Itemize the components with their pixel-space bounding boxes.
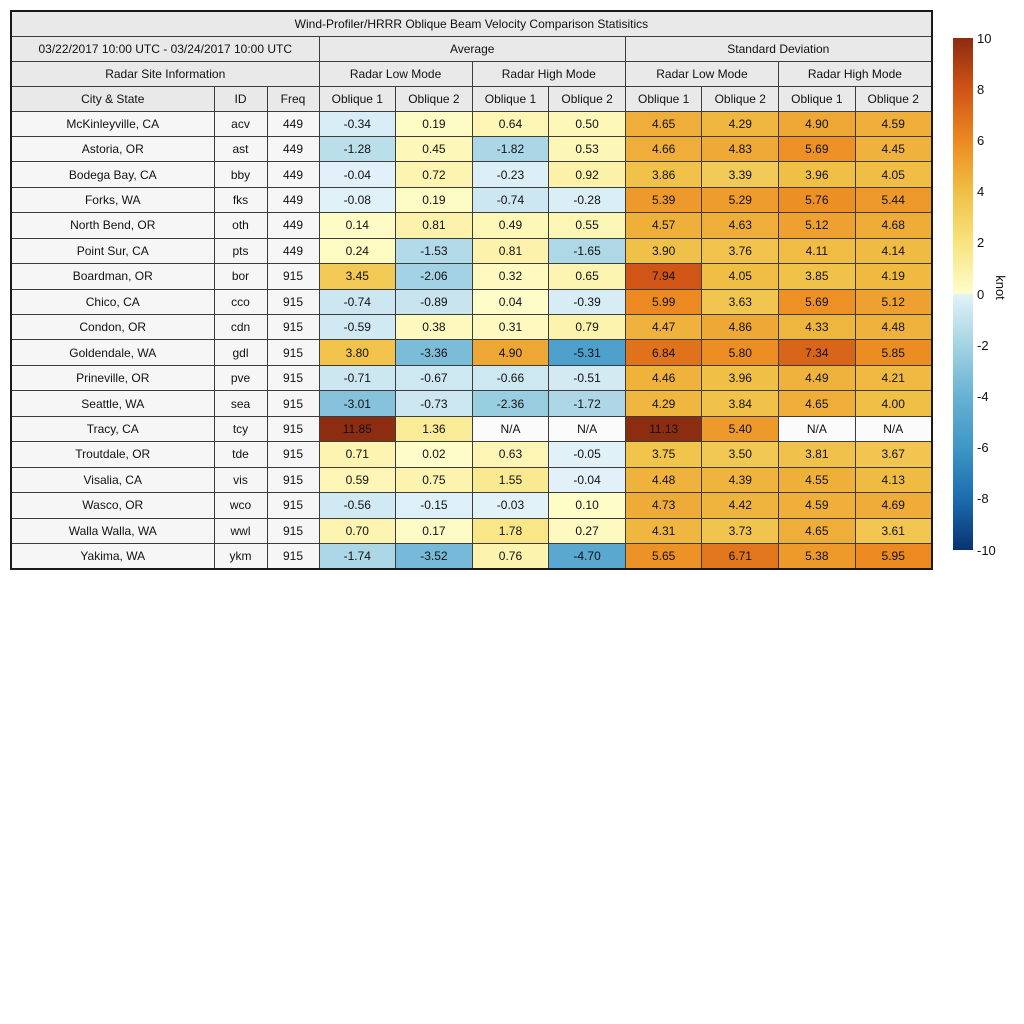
value-cell: -0.34 <box>319 111 396 136</box>
colorbar-tick-label: 0 <box>977 286 985 302</box>
value-cell: -0.67 <box>396 365 473 390</box>
site-id-cell: vis <box>214 467 267 492</box>
value-cell: -0.71 <box>319 365 396 390</box>
table-row <box>11 442 932 467</box>
city-cell: McKinleyville, CA <box>11 111 214 136</box>
value-cell: 6.84 <box>625 340 702 365</box>
value-cell: 0.71 <box>319 442 396 467</box>
value-cell: 0.24 <box>319 238 396 263</box>
mode-header-low-avg: Radar Low Mode <box>319 61 472 86</box>
value-cell: -1.28 <box>319 136 396 161</box>
value-cell: 3.63 <box>702 289 779 314</box>
value-cell: 0.64 <box>472 111 549 136</box>
value-cell: 5.95 <box>855 543 932 568</box>
colorbar-tick-label: 6 <box>977 132 985 148</box>
value-cell: 5.80 <box>702 340 779 365</box>
site-id-cell: sea <box>214 391 267 416</box>
value-cell: 4.11 <box>779 238 856 263</box>
table-row <box>11 187 932 212</box>
value-cell: 4.73 <box>625 493 702 518</box>
city-cell: Goldendale, WA <box>11 340 214 365</box>
value-cell: N/A <box>549 416 626 441</box>
table-row <box>11 315 932 340</box>
value-cell: 5.69 <box>779 289 856 314</box>
col-header-oblique2: Oblique 2 <box>549 86 626 111</box>
value-cell: 4.05 <box>855 162 932 187</box>
value-cell: 0.53 <box>549 136 626 161</box>
table-row <box>11 289 932 314</box>
freq-cell: 449 <box>267 213 319 238</box>
value-cell: 0.79 <box>549 315 626 340</box>
value-cell: -3.36 <box>396 340 473 365</box>
freq-cell: 915 <box>267 493 319 518</box>
colorbar-tick-label: 2 <box>977 235 985 251</box>
table-row <box>11 365 932 390</box>
value-cell: 0.04 <box>472 289 549 314</box>
value-cell: 4.69 <box>855 493 932 518</box>
site-id-cell: oth <box>214 213 267 238</box>
freq-cell: 915 <box>267 467 319 492</box>
value-cell: 3.45 <box>319 264 396 289</box>
title-row <box>11 11 932 36</box>
value-cell: 4.00 <box>855 391 932 416</box>
site-id-cell: bby <box>214 162 267 187</box>
value-cell: 4.55 <box>779 467 856 492</box>
col-header-oblique1: Oblique 1 <box>472 86 549 111</box>
value-cell: 4.48 <box>625 467 702 492</box>
mode-header-low-std: Radar Low Mode <box>625 61 778 86</box>
table-row <box>11 467 932 492</box>
city-cell: Wasco, OR <box>11 493 214 518</box>
value-cell: 4.33 <box>779 315 856 340</box>
value-cell: 4.48 <box>855 315 932 340</box>
site-id-cell: wco <box>214 493 267 518</box>
value-cell: 3.84 <box>702 391 779 416</box>
freq-cell: 915 <box>267 416 319 441</box>
value-cell: -5.31 <box>549 340 626 365</box>
value-cell: 4.83 <box>702 136 779 161</box>
city-cell: Yakima, WA <box>11 543 214 568</box>
freq-cell: 449 <box>267 136 319 161</box>
value-cell: 5.85 <box>855 340 932 365</box>
value-cell: 0.49 <box>472 213 549 238</box>
value-cell: 5.38 <box>779 543 856 568</box>
value-cell: 4.19 <box>855 264 932 289</box>
value-cell: 3.50 <box>702 442 779 467</box>
value-cell: -0.73 <box>396 391 473 416</box>
city-cell: Point Sur, CA <box>11 238 214 263</box>
mode-header-high-std: Radar High Mode <box>779 61 932 86</box>
site-id-cell: bor <box>214 264 267 289</box>
value-cell: 3.90 <box>625 238 702 263</box>
value-cell: 0.10 <box>549 493 626 518</box>
value-cell: 11.13 <box>625 416 702 441</box>
value-cell: 0.75 <box>396 467 473 492</box>
value-cell: 3.76 <box>702 238 779 263</box>
value-cell: 4.39 <box>702 467 779 492</box>
value-cell: 0.63 <box>472 442 549 467</box>
value-cell: -0.39 <box>549 289 626 314</box>
freq-cell: 449 <box>267 187 319 212</box>
value-cell: -0.04 <box>549 467 626 492</box>
value-cell: 0.55 <box>549 213 626 238</box>
value-cell: 4.46 <box>625 365 702 390</box>
colorbar-tick-label: -10 <box>977 542 996 558</box>
table-row <box>11 111 932 136</box>
table-row <box>11 264 932 289</box>
value-cell: 5.12 <box>779 213 856 238</box>
value-cell: -0.23 <box>472 162 549 187</box>
freq-cell: 915 <box>267 365 319 390</box>
value-cell: 4.65 <box>625 111 702 136</box>
value-cell: 0.31 <box>472 315 549 340</box>
value-cell: -2.06 <box>396 264 473 289</box>
table-row <box>11 162 932 187</box>
table-row <box>11 340 932 365</box>
colorbar-tick-label: 10 <box>977 30 992 46</box>
value-cell: 3.39 <box>702 162 779 187</box>
value-cell: 4.65 <box>779 518 856 543</box>
value-cell: -0.74 <box>319 289 396 314</box>
freq-cell: 915 <box>267 289 319 314</box>
value-cell: 3.85 <box>779 264 856 289</box>
city-cell: Seattle, WA <box>11 391 214 416</box>
value-cell: 3.80 <box>319 340 396 365</box>
value-cell: 3.86 <box>625 162 702 187</box>
table-row <box>11 238 932 263</box>
value-cell: 0.59 <box>319 467 396 492</box>
colorbar-unit-label: knot <box>992 275 1008 300</box>
col-header-oblique1: Oblique 1 <box>319 86 396 111</box>
value-cell: -1.65 <box>549 238 626 263</box>
value-cell: 5.40 <box>702 416 779 441</box>
value-cell: 4.66 <box>625 136 702 161</box>
group-header-row <box>11 36 932 61</box>
value-cell: 3.75 <box>625 442 702 467</box>
value-cell: 4.59 <box>779 493 856 518</box>
value-cell: 3.96 <box>702 365 779 390</box>
table-row <box>11 391 932 416</box>
value-cell: -0.03 <box>472 493 549 518</box>
value-cell: 11.85 <box>319 416 396 441</box>
value-cell: 6.71 <box>702 543 779 568</box>
value-cell: 4.29 <box>702 111 779 136</box>
table-title: Wind-Profiler/HRRR Oblique Beam Velocity Comparison Statisitics <box>11 11 932 36</box>
city-cell: Bodega Bay, CA <box>11 162 214 187</box>
value-cell: 1.55 <box>472 467 549 492</box>
value-cell: 5.12 <box>855 289 932 314</box>
statistics-table <box>10 10 933 570</box>
value-cell: 4.63 <box>702 213 779 238</box>
table-row <box>11 518 932 543</box>
freq-cell: 915 <box>267 340 319 365</box>
value-cell: 7.94 <box>625 264 702 289</box>
value-cell: 5.76 <box>779 187 856 212</box>
value-cell: -0.56 <box>319 493 396 518</box>
site-id-cell: pts <box>214 238 267 263</box>
col-header-oblique2: Oblique 2 <box>396 86 473 111</box>
col-header-id: ID <box>214 86 267 111</box>
col-header-oblique1: Oblique 1 <box>779 86 856 111</box>
site-id-cell: acv <box>214 111 267 136</box>
colorbar-gradient <box>953 38 973 550</box>
value-cell: 0.19 <box>396 111 473 136</box>
mode-header-high-avg: Radar High Mode <box>472 61 625 86</box>
col-header-freq: Freq <box>267 86 319 111</box>
table-row <box>11 213 932 238</box>
value-cell: 5.69 <box>779 136 856 161</box>
col-header-oblique2: Oblique 2 <box>702 86 779 111</box>
value-cell: 4.90 <box>472 340 549 365</box>
value-cell: 4.29 <box>625 391 702 416</box>
site-id-cell: cco <box>214 289 267 314</box>
value-cell: 0.32 <box>472 264 549 289</box>
value-cell: -0.08 <box>319 187 396 212</box>
value-cell: 3.81 <box>779 442 856 467</box>
value-cell: -0.04 <box>319 162 396 187</box>
site-id-cell: tde <box>214 442 267 467</box>
value-cell: -0.66 <box>472 365 549 390</box>
city-cell: Troutdale, OR <box>11 442 214 467</box>
value-cell: 0.14 <box>319 213 396 238</box>
value-cell: 0.81 <box>396 213 473 238</box>
value-cell: 0.81 <box>472 238 549 263</box>
freq-cell: 915 <box>267 518 319 543</box>
colorbar-tick-label: 8 <box>977 81 985 97</box>
city-cell: Prineville, OR <box>11 365 214 390</box>
value-cell: 3.73 <box>702 518 779 543</box>
colorbar-tick-label: 4 <box>977 184 985 200</box>
colorbar-tick-label: -8 <box>977 491 989 507</box>
freq-cell: 449 <box>267 111 319 136</box>
table-row <box>11 543 932 568</box>
value-cell: 4.47 <box>625 315 702 340</box>
value-cell: 5.39 <box>625 187 702 212</box>
value-cell: -0.15 <box>396 493 473 518</box>
site-id-cell: pve <box>214 365 267 390</box>
value-cell: 0.17 <box>396 518 473 543</box>
value-cell: 4.57 <box>625 213 702 238</box>
colorbar-tick-label: -6 <box>977 440 989 456</box>
colorbar-tick-label: -2 <box>977 337 989 353</box>
value-cell: 0.70 <box>319 518 396 543</box>
value-cell: -1.72 <box>549 391 626 416</box>
city-cell: North Bend, OR <box>11 213 214 238</box>
value-cell: -2.36 <box>472 391 549 416</box>
freq-cell: 915 <box>267 264 319 289</box>
city-cell: Forks, WA <box>11 187 214 212</box>
site-id-cell: ast <box>214 136 267 161</box>
value-cell: 4.86 <box>702 315 779 340</box>
value-cell: N/A <box>779 416 856 441</box>
value-cell: -0.59 <box>319 315 396 340</box>
city-cell: Astoria, OR <box>11 136 214 161</box>
value-cell: 4.42 <box>702 493 779 518</box>
freq-cell: 915 <box>267 315 319 340</box>
value-cell: 1.36 <box>396 416 473 441</box>
value-cell: 4.59 <box>855 111 932 136</box>
site-info-header: Radar Site Information <box>11 61 319 86</box>
value-cell: -3.01 <box>319 391 396 416</box>
value-cell: N/A <box>855 416 932 441</box>
city-cell: Chico, CA <box>11 289 214 314</box>
freq-cell: 915 <box>267 391 319 416</box>
freq-cell: 915 <box>267 442 319 467</box>
value-cell: 5.99 <box>625 289 702 314</box>
value-cell: 7.34 <box>779 340 856 365</box>
value-cell: 0.72 <box>396 162 473 187</box>
group-header-std-deviation: Standard Deviation <box>625 36 931 61</box>
group-header-average: Average <box>319 36 625 61</box>
freq-cell: 449 <box>267 238 319 263</box>
site-id-cell: wwl <box>214 518 267 543</box>
value-cell: 0.19 <box>396 187 473 212</box>
value-cell: -4.70 <box>549 543 626 568</box>
value-cell: -0.28 <box>549 187 626 212</box>
value-cell: 1.78 <box>472 518 549 543</box>
value-cell: 4.90 <box>779 111 856 136</box>
col-header-oblique2: Oblique 2 <box>855 86 932 111</box>
value-cell: -1.53 <box>396 238 473 263</box>
city-cell: Walla Walla, WA <box>11 518 214 543</box>
value-cell: 0.65 <box>549 264 626 289</box>
site-id-cell: gdl <box>214 340 267 365</box>
freq-cell: 915 <box>267 543 319 568</box>
freq-cell: 449 <box>267 162 319 187</box>
table-row <box>11 136 932 161</box>
value-cell: 3.61 <box>855 518 932 543</box>
city-cell: Boardman, OR <box>11 264 214 289</box>
site-id-cell: fks <box>214 187 267 212</box>
value-cell: -0.74 <box>472 187 549 212</box>
col-header-oblique1: Oblique 1 <box>625 86 702 111</box>
date-range: 03/22/2017 10:00 UTC - 03/24/2017 10:00 UTC <box>11 36 319 61</box>
value-cell: 0.27 <box>549 518 626 543</box>
value-cell: 3.67 <box>855 442 932 467</box>
site-id-cell: cdn <box>214 315 267 340</box>
mode-header-row <box>11 61 932 86</box>
column-header-row <box>11 86 932 111</box>
value-cell: 5.44 <box>855 187 932 212</box>
value-cell: 4.45 <box>855 136 932 161</box>
value-cell: 4.21 <box>855 365 932 390</box>
site-id-cell: tcy <box>214 416 267 441</box>
value-cell: 4.65 <box>779 391 856 416</box>
value-cell: 4.49 <box>779 365 856 390</box>
value-cell: N/A <box>472 416 549 441</box>
value-cell: 0.38 <box>396 315 473 340</box>
value-cell: 0.92 <box>549 162 626 187</box>
value-cell: 4.14 <box>855 238 932 263</box>
value-cell: 4.31 <box>625 518 702 543</box>
table-row <box>11 416 932 441</box>
colorbar-tick-label: -4 <box>977 388 989 404</box>
table-row <box>11 493 932 518</box>
city-cell: Tracy, CA <box>11 416 214 441</box>
city-cell: Condon, OR <box>11 315 214 340</box>
value-cell: -1.82 <box>472 136 549 161</box>
value-cell: 0.02 <box>396 442 473 467</box>
value-cell: -0.51 <box>549 365 626 390</box>
value-cell: 4.13 <box>855 467 932 492</box>
value-cell: -0.05 <box>549 442 626 467</box>
value-cell: -1.74 <box>319 543 396 568</box>
value-cell: 0.76 <box>472 543 549 568</box>
value-cell: 0.50 <box>549 111 626 136</box>
value-cell: 5.65 <box>625 543 702 568</box>
col-header-city: City & State <box>11 86 214 111</box>
site-id-cell: ykm <box>214 543 267 568</box>
value-cell: 3.96 <box>779 162 856 187</box>
value-cell: 0.45 <box>396 136 473 161</box>
value-cell: -3.52 <box>396 543 473 568</box>
value-cell: 4.68 <box>855 213 932 238</box>
value-cell: 5.29 <box>702 187 779 212</box>
value-cell: 4.05 <box>702 264 779 289</box>
city-cell: Visalia, CA <box>11 467 214 492</box>
value-cell: -0.89 <box>396 289 473 314</box>
